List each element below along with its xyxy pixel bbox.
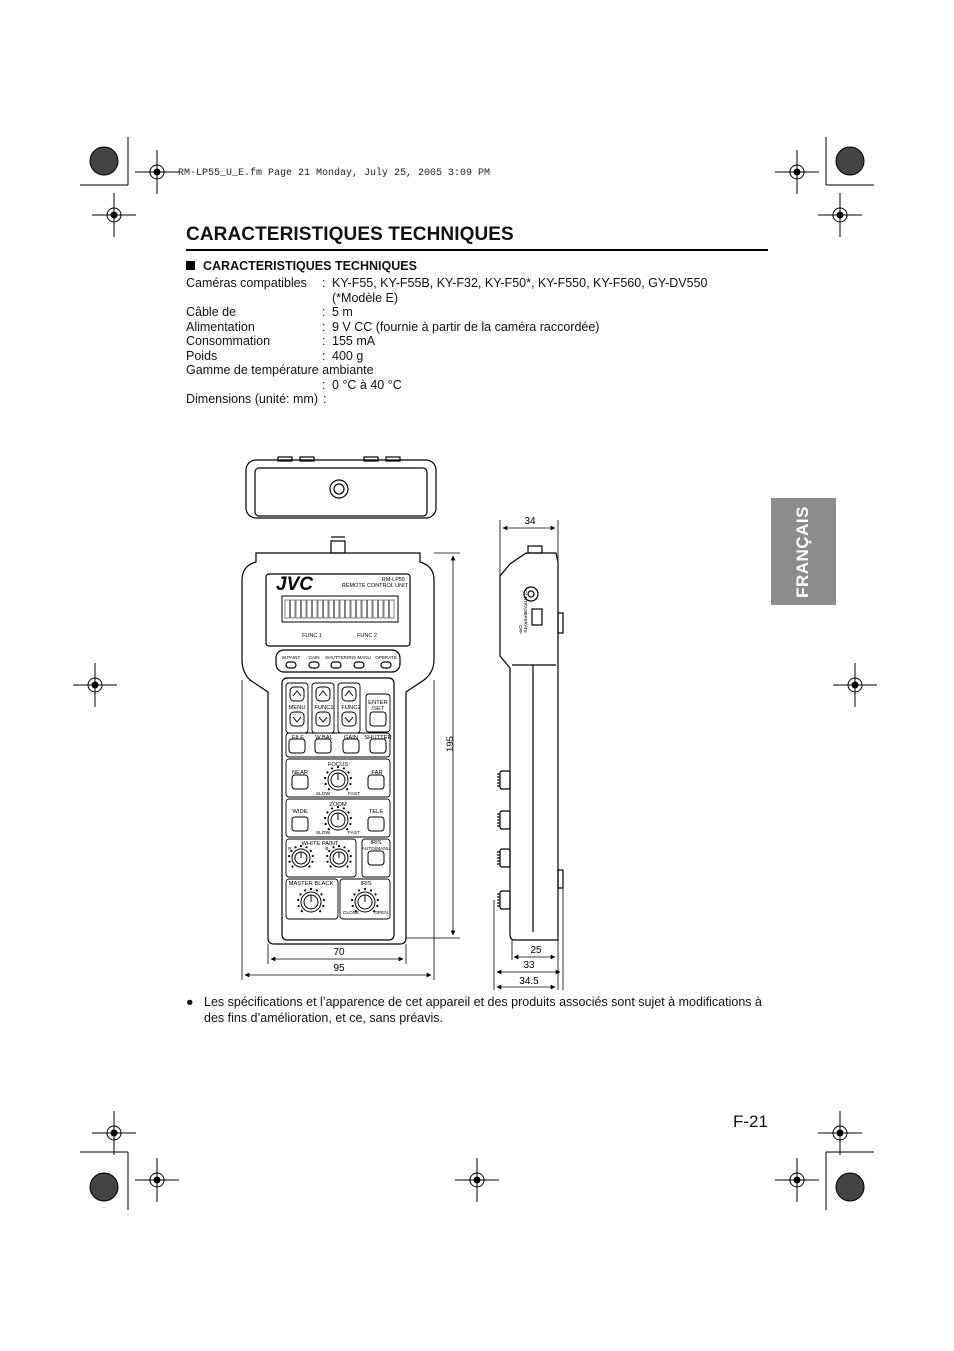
knob-tick [350, 777, 351, 778]
knob-tick [312, 856, 313, 857]
spec-value: 9 V CC (fournie à partir de la caméra raccordée) [332, 319, 600, 334]
indicator-label: W.PAINT [281, 655, 301, 660]
button-label: SLOW [315, 831, 331, 836]
spec-colon: : [322, 377, 326, 392]
lcd-cell [318, 600, 323, 618]
spec-row [186, 320, 766, 335]
knob-tick [350, 861, 351, 862]
button-label: R [288, 847, 292, 852]
knob-tick [350, 823, 351, 824]
knob-tick [352, 899, 353, 900]
note-text: Les spécifications et l’apparence de cet appareil et des produits associés sont sujet à modifications à des fins d’amélioration, et ce, sans préavis. [204, 995, 762, 1025]
knob-tick [325, 783, 326, 784]
knob-tick [375, 894, 376, 895]
crosshair-dot [474, 1177, 480, 1183]
lcd-cell [368, 600, 373, 618]
lcd-cell [285, 600, 290, 618]
spec-label: Consommation [186, 334, 271, 348]
side-knob [500, 811, 510, 829]
crosshair-dot [794, 169, 800, 175]
side-knob [500, 849, 510, 867]
spec-row [186, 363, 766, 378]
button-label: FAR [371, 770, 383, 776]
side-operate-label: OPERATE [523, 612, 528, 634]
spec-row [186, 378, 766, 393]
dim-height: 195 [445, 736, 456, 752]
lcd-cell [296, 600, 301, 618]
spec-list [186, 276, 766, 416]
func2-label: FUNC 2 [357, 633, 377, 639]
button-label: /SET [371, 706, 385, 712]
button-label: AUTO/MANU [361, 847, 391, 852]
knob-tick [328, 829, 329, 830]
down-arrow-icon [319, 717, 327, 722]
language-tab-label: FRANÇAIS [793, 506, 812, 598]
up-button [290, 687, 304, 701]
bullet-icon: ● [186, 995, 194, 1009]
knob-tick [325, 823, 326, 824]
panel-button [292, 775, 308, 789]
button-label: NEAR [291, 770, 309, 776]
knob-tick [347, 866, 348, 867]
down-button [342, 712, 356, 726]
knob-tick [347, 789, 348, 790]
lcd-cell [346, 600, 351, 618]
panel-button [289, 739, 305, 753]
spec-row [186, 349, 766, 364]
spec-row [186, 392, 766, 407]
indicator-led [381, 662, 391, 668]
func1-label: FUNC 1 [302, 633, 322, 639]
side-knob [500, 771, 510, 789]
indicator-label: IRIS MANU [347, 655, 371, 660]
lcd-cell [390, 600, 395, 618]
lcd-cell [335, 600, 340, 618]
spec-label: Caméras compatibles [186, 276, 307, 290]
button-label: OPEN [374, 911, 388, 916]
down-arrow-icon [293, 717, 301, 722]
spec-row [186, 291, 766, 306]
dim-33: 33 [523, 960, 535, 971]
indicator-led [286, 662, 296, 668]
knob-tick [348, 812, 349, 813]
knob-tick [289, 856, 290, 857]
button-label: WIDE [292, 809, 308, 815]
knob-tick [327, 861, 328, 862]
spec-colon: : [323, 392, 327, 406]
spec-value: 5 m [332, 305, 353, 319]
crosshair-dot [837, 1130, 843, 1136]
knob-tick [327, 856, 328, 857]
knob-tick [312, 861, 313, 862]
button-label: WHITE PAINT [301, 841, 339, 847]
knob-tick [370, 890, 371, 891]
knob-tick [304, 890, 305, 891]
knob-tick [350, 783, 351, 784]
knob-tick [347, 829, 348, 830]
button-label: TELE [368, 809, 384, 815]
button-label: FILE [291, 735, 305, 741]
knob-tick [321, 894, 322, 895]
knob-tick [338, 845, 339, 846]
dim-width-outer: 95 [333, 963, 345, 974]
knob-tick [300, 894, 301, 895]
spec-label: Gamme de température ambiante [186, 363, 374, 377]
button-label: MASTER BLACK [288, 881, 334, 887]
page-number: F-21 [733, 1112, 768, 1131]
indicator-label: SHUTTER [325, 655, 347, 660]
up-button [342, 687, 356, 701]
language-tab [771, 498, 836, 605]
knob-tick [348, 850, 349, 851]
knob-tick [377, 905, 378, 906]
knob-tick [325, 777, 326, 778]
button-label: CLOSE [342, 911, 360, 916]
button-label: IRIS [370, 840, 382, 846]
file-info: RM-LP55_U_E.fm Page 21 Monday, July 25, 2005 3:09 PM [178, 168, 491, 179]
panel-button [343, 739, 359, 753]
knob-tick [352, 905, 353, 906]
knob-tick [292, 866, 293, 867]
dim-width-inner: 70 [333, 947, 345, 958]
button-label: SLOW [315, 792, 331, 797]
indicator-led [354, 662, 364, 668]
crosshair-dot [92, 682, 98, 688]
button-label: W.BAL [315, 735, 333, 741]
lcd-cell [307, 600, 312, 618]
knob-tick [364, 888, 365, 889]
model-sub-label: REMOTE CONTROL UNIT [341, 583, 408, 589]
section-heading [186, 259, 417, 273]
button-label: FAST [348, 792, 360, 797]
button-label: ENTER [368, 700, 388, 706]
spec-label: Alimentation [186, 319, 255, 334]
lcd-cell [329, 600, 334, 618]
crosshair-dot [111, 212, 117, 218]
lcd-cell [384, 600, 389, 618]
crosshair-dot [154, 169, 160, 175]
spec-value: (*Modèle E) [332, 290, 398, 305]
up-arrow-icon [319, 691, 327, 696]
knob-tick [327, 772, 328, 773]
lcd-cell [302, 600, 307, 618]
indicator-led [331, 662, 341, 668]
title-rule [186, 249, 768, 251]
panel-button [370, 712, 386, 726]
panel-button [368, 851, 384, 865]
button-label: SHUTTER [364, 735, 392, 741]
button-label: FUNC1 [314, 705, 334, 711]
spec-colon: : [322, 334, 326, 348]
crosshair-dot [794, 1177, 800, 1183]
spec-row [186, 276, 766, 291]
up-button [316, 687, 330, 701]
side-knob [500, 891, 510, 909]
top-view-body [246, 460, 436, 518]
knob-tick [358, 890, 359, 891]
lcd-cell [313, 600, 318, 618]
lcd-cell [379, 600, 384, 618]
knob-tick [295, 847, 296, 848]
dim-25: 25 [530, 945, 542, 956]
spec-colon: : [322, 348, 326, 363]
down-button [316, 712, 330, 726]
panel-button [292, 817, 308, 831]
knob-tick [348, 772, 349, 773]
button-label: GAIN [343, 735, 359, 741]
button-label: ZOOM [329, 802, 347, 808]
knob-tick [298, 905, 299, 906]
button-label: B [325, 847, 329, 852]
lcd-cell [373, 600, 378, 618]
button-label: IRIS [360, 881, 372, 887]
knob-tick [309, 866, 310, 867]
button-label: FUNC2 [341, 705, 361, 711]
knob-tick [316, 890, 317, 891]
up-arrow-icon [345, 691, 353, 696]
button-label: FAST [348, 831, 360, 836]
knob-tick [323, 905, 324, 906]
spec-colon: : [322, 305, 326, 319]
panel-button [368, 775, 384, 789]
knob-tick [298, 899, 299, 900]
crosshair-dot [837, 212, 843, 218]
knob-tick [330, 866, 331, 867]
knob-tick [350, 856, 351, 857]
dim-34-5: 34.5 [519, 976, 539, 987]
knob-tick [377, 899, 378, 900]
lcd-cell [324, 600, 329, 618]
side-off-label: OFF [518, 625, 523, 634]
knob-tick [329, 850, 330, 851]
button-label: FOCUS [327, 762, 349, 768]
knob-tick [323, 899, 324, 900]
knob-tick [328, 789, 329, 790]
lcd-cell [351, 600, 356, 618]
knob-tick [310, 850, 311, 851]
knob-tick [289, 861, 290, 862]
lcd-cell [291, 600, 296, 618]
crosshair-dot [852, 682, 858, 688]
dim-depth-top: 34 [524, 516, 536, 527]
spec-value: 400 g [332, 348, 364, 363]
crosshair-dot [111, 1130, 117, 1136]
spec-colon: : [322, 276, 326, 290]
lcd-cell [362, 600, 367, 618]
indicator-label: GAIN [308, 655, 320, 660]
spec-value: 0 °C à 40 °C [332, 377, 402, 392]
panel-button [368, 817, 384, 831]
section-title: CARACTERISTIQUES TECHNIQUES [203, 259, 417, 273]
brand-logo: JVC [276, 574, 313, 595]
side-view-body [500, 553, 558, 940]
knob-tick [301, 911, 302, 912]
spec-label: Dimensions (unité: mm) [186, 392, 318, 406]
indicator-led [309, 662, 319, 668]
knob-tick [325, 817, 326, 818]
spec-colon: : [322, 319, 326, 334]
knob-tick [350, 817, 351, 818]
square-bullet-icon [186, 261, 195, 270]
knob-tick [320, 911, 321, 912]
spec-value: KY-F55, KY-F55B, KY-F32, KY-F50*, KY-F550, KY-F560, GY-DV550 [332, 276, 708, 290]
crosshair-dot [154, 1177, 160, 1183]
knob-tick [354, 894, 355, 895]
down-button [290, 712, 304, 726]
model-label: RM-LP55 [381, 577, 405, 583]
remote-dimension-diagram [230, 452, 580, 992]
knob-tick [344, 847, 345, 848]
button-label: MENU [288, 705, 306, 711]
spec-row [186, 305, 766, 320]
lcd-cell [340, 600, 345, 618]
side-contrast-label: CONTRAST [523, 590, 528, 615]
page-title: CARACTERISTIQUES TECHNIQUES [186, 224, 514, 245]
panel-button [315, 739, 331, 753]
spec-label: Poids [186, 348, 218, 363]
spec-label: Câble de [186, 305, 237, 319]
up-arrow-icon [293, 691, 301, 696]
panel-button [370, 739, 386, 753]
lcd-cell [357, 600, 362, 618]
knob-tick [310, 888, 311, 889]
knob-tick [327, 812, 328, 813]
down-arrow-icon [345, 717, 353, 722]
indicator-label: OPERATE [375, 655, 397, 660]
spec-row [186, 334, 766, 349]
spec-value: 155 mA [332, 334, 376, 348]
